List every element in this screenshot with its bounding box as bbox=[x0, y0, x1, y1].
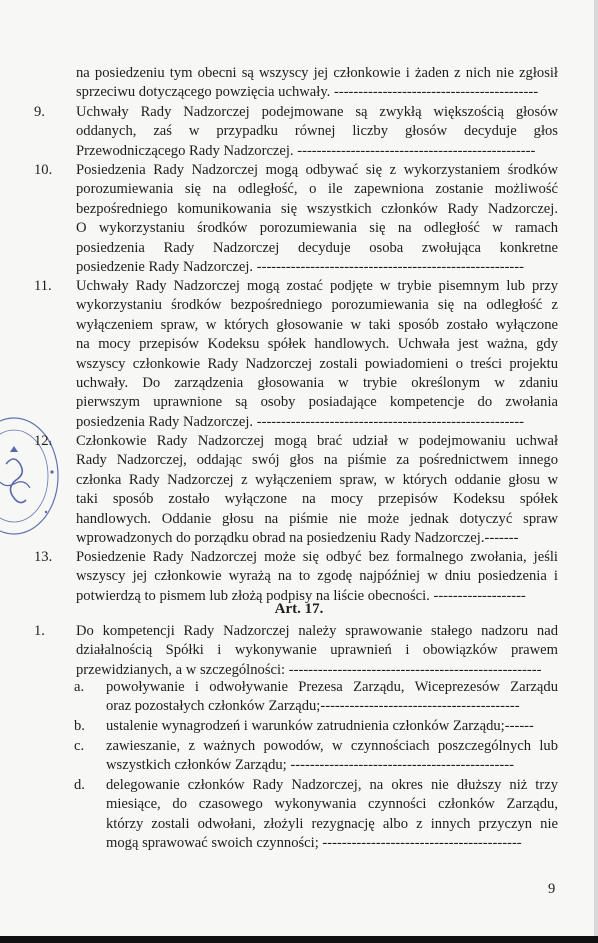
scan-bottom-edge bbox=[0, 936, 598, 943]
item-number: 1. bbox=[34, 623, 45, 639]
text-line: uchwały. Do zarządzenia głosowania w trybie określonym w zdaniu bbox=[76, 375, 558, 392]
subitem-letter: a. bbox=[74, 679, 85, 695]
text-line: delegowanie członków Rady Nadzorczej, na okres nie dłuższy niż trzy bbox=[106, 777, 558, 793]
item-number: 11. bbox=[34, 278, 52, 294]
text-line: na mocy przepisów Kodeksu spółek handlowych. Uchwała jest ważna, gdy bbox=[76, 336, 558, 353]
text-line: Członkowie Rady Nadzorczej mogą brać udział w podejmowaniu uchwał bbox=[76, 433, 558, 449]
text-line: Posiedzenia Rady Nadzorczej mogą odbywać się z wykorzystaniem środków bbox=[76, 162, 558, 178]
paragraph-art17-item-1 bbox=[76, 622, 558, 680]
text-line: Uchwały Rady Nadzorczej mogą zostać podjęte w trybie pisemnym lub przy bbox=[76, 278, 558, 294]
text-line: posiedzenie Rady Nadzorczej. ------------------------------------------------------- bbox=[76, 259, 525, 276]
text-line: wyłączeniem spraw, w których głosowanie w taki sposób zostało wyłączone bbox=[76, 316, 558, 333]
subitem-d bbox=[106, 776, 558, 854]
text-line: bezpośredniego komunikowania się wszystkich członków Rady Nadzorczej. bbox=[76, 200, 558, 217]
item-number: 13. bbox=[34, 549, 53, 565]
text-line: posiedzenia Rady Nadzorczej. ------------------------------------------------------- bbox=[76, 413, 525, 430]
paragraph-item-10 bbox=[76, 161, 558, 277]
text-line: handlowych. Oddanie głosu na piśmie nie może jednak dotyczyć spraw bbox=[76, 510, 558, 527]
item-number: 12. bbox=[34, 433, 53, 449]
text-line: mogą sprawować swoich czynności; ----------------------------------------- bbox=[106, 835, 522, 852]
text-line: członka Rady Nadzorczej z wyłączeniem spraw, w których oddanie głosu w bbox=[76, 471, 558, 488]
text-line: powoływanie i odwoływanie Prezesa Zarządu, Wiceprezesów Zarządu bbox=[106, 679, 558, 695]
paragraph-item-12 bbox=[76, 432, 558, 548]
text-line: posiedzenia Rady Nadzorczej decyduje osoba zwołująca konkretne bbox=[76, 239, 558, 256]
text-line: sprzeciwu dotyczącego powzięcia uchwały. ------------------------------------------ bbox=[76, 84, 539, 101]
text-line: oraz pozostałych członków Zarządu;----------------------------------------- bbox=[106, 698, 520, 715]
text-line: Rady Nadzorczej, oddając swój głos na piśmie za pośrednictwem innego bbox=[76, 452, 558, 469]
subitem-letter: c. bbox=[74, 738, 85, 754]
text-line: Do kompetencji Rady Nadzorczej należy sprawowanie stałego nadzoru nad bbox=[76, 623, 558, 639]
text-line: wszyscy jej członkowie wyrażą na to zgodę najpóźniej w dniu posiedzenia i bbox=[76, 568, 558, 585]
text-line: porozumiewania się na odległość, o ile zapewniona zostanie możliwość bbox=[76, 181, 558, 198]
text-line: wykorzystaniu środków bezpośredniego porozumiewania się na odległość z bbox=[76, 297, 558, 314]
paragraph-item-11 bbox=[76, 277, 558, 432]
text-line: którzy zostali odwołani, złożyli rezygnację albo z innych przyczyn nie bbox=[106, 815, 558, 832]
subitem-c bbox=[106, 737, 558, 776]
text-line: wszyscy członkowie Rady Nadzorczej zostali powiadomieni o treści projektu bbox=[76, 355, 558, 372]
text-line: potwierdzą to pismem lub złożą podpisy na liście obecności. ------------------- bbox=[76, 587, 526, 604]
text-line: ustalenie wynagrodzeń i warunków zatrudnienia członków Zarządu;------ bbox=[106, 718, 534, 734]
subitem-letter: d. bbox=[74, 777, 85, 793]
paragraph-item-13 bbox=[76, 548, 558, 606]
subitem-letter: b. bbox=[74, 718, 85, 734]
text-line: Posiedzenie Rady Nadzorczej może się odbyć bez formalnego zwołania, jeśli bbox=[76, 549, 558, 565]
paragraph-item-9 bbox=[76, 103, 558, 161]
subitem-b bbox=[106, 717, 558, 736]
subitem-a bbox=[106, 678, 558, 717]
article-heading: Art. 17. bbox=[274, 601, 324, 617]
page-number: 9 bbox=[548, 881, 556, 897]
text-line: Uchwały Rady Nadzorczej podejmowane są zwykłą większością głosów bbox=[76, 104, 558, 120]
text-line: zawieszanie, z ważnych powodów, w czynnościach poszczególnych lub bbox=[106, 738, 558, 754]
text-line: działalnością Spółki i wykonywanie uprawnień i obowiązków prawem bbox=[76, 642, 558, 659]
text-line: oddanych, zaś w przypadku równej liczby głosów decyduje głos bbox=[76, 123, 558, 140]
item-number: 9. bbox=[34, 104, 45, 120]
text-line: wszystkich członków Zarządu; ---------------------------------------------- bbox=[106, 757, 514, 774]
text-line: miesiące, do czasowego wykonywania czynności członków Zarządu, bbox=[106, 796, 558, 813]
item-number: 10. bbox=[34, 162, 53, 178]
continuation-paragraph bbox=[76, 64, 558, 103]
text-line: przewidzianych, a w szczególności: ---------------------------------------------------- bbox=[76, 661, 542, 678]
text-line: Przewodniczącego Rady Nadzorczej. ------------------------------------------------- bbox=[76, 142, 536, 159]
scan-edge bbox=[594, 0, 598, 936]
notary-stamp bbox=[0, 412, 62, 540]
text-line: O wykorzystaniu środków porozumiewania się na odległość w ramach bbox=[76, 220, 558, 237]
text-line: na posiedzeniu tym obecni są wszyscy jej członkowie i żaden z nich nie zgłosił bbox=[76, 65, 558, 81]
text-line: pierwszym uprawnione są osoby posiadające kompetencje do zwołania bbox=[76, 394, 558, 411]
text-line: wprowadzonych do porządku obrad na posiedzeniu Rady Nadzorczej.------- bbox=[76, 530, 519, 547]
text-line: taki sposób zostało wyłączone na mocy przepisów Kodeksu spółek bbox=[76, 491, 558, 508]
